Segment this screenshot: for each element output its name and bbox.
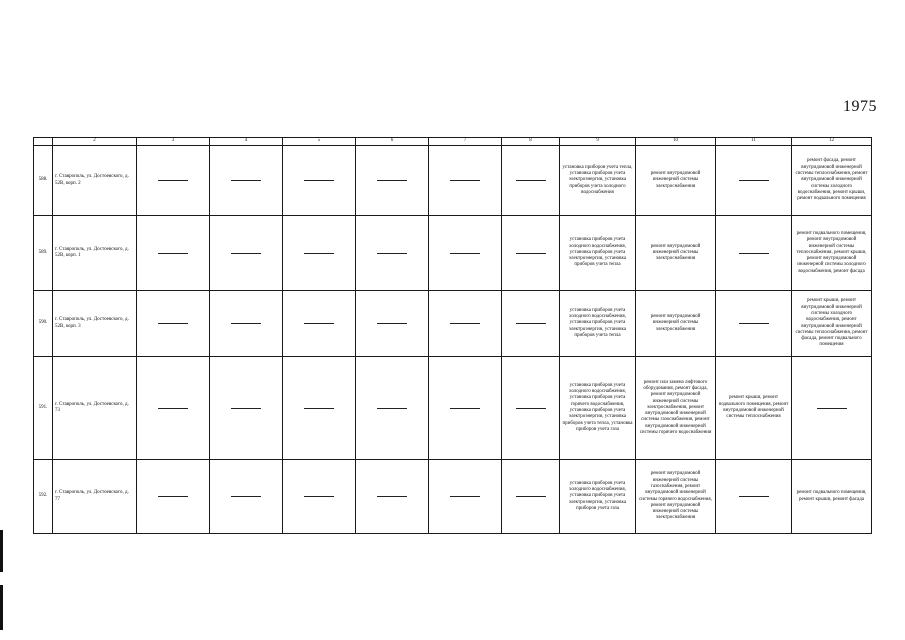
repair-works-cell: ремонт внутридомовой инженерной системы электроснабжения — [636, 216, 716, 291]
dash-mark — [516, 408, 546, 409]
dash-mark — [450, 323, 480, 324]
column-header: 12 — [792, 138, 872, 146]
row-number: 591. — [34, 357, 53, 460]
row-number: 589. — [34, 216, 53, 291]
empty-cell — [356, 357, 429, 460]
dash-mark — [377, 323, 407, 324]
meter-installation-cell: установка приборов учета холодного водоснабжения, установка приборов учета горячего водоснабжения, установка приборов учета электроэнергии, установка приборов учета тепла, установка приборов учета газа — [560, 357, 636, 460]
dash-mark — [231, 408, 261, 409]
dash-mark — [450, 180, 480, 181]
repair-works-cell: ремонт внутридомовой инженерной системы электроснабжения — [636, 146, 716, 216]
dash-mark — [739, 253, 769, 254]
empty-cell — [502, 291, 560, 357]
empty-cell — [356, 146, 429, 216]
column-header: 4 — [210, 138, 283, 146]
meter-installation-cell: установка приборов учета холодного водоснабжения, установка приборов учета электроэнергии, установка приборов учета тепла — [560, 291, 636, 357]
address-cell: г. Ставрополь, ул. Достоевского, д. 52В, корп. 2 — [53, 146, 137, 216]
dash-mark — [158, 180, 188, 181]
column-header: 2 — [53, 138, 137, 146]
empty-cell — [716, 460, 792, 534]
repair-register-table — [33, 137, 872, 534]
repair-works-cell: ремонт или замена лифтового оборудования, ремонт фасада, ремонт внутридомовой инженерной системы электроснабжения, ремонт внутридомовой инженерной системы газоснабжения, ремонт внутридомовой инженерной системы горячего водоснабжения — [636, 357, 716, 460]
empty-cell — [716, 146, 792, 216]
empty-cell — [137, 291, 210, 357]
empty-cell — [429, 460, 502, 534]
column-header: 5 — [283, 138, 356, 146]
column-header: 7 — [429, 138, 502, 146]
table-row — [34, 357, 872, 460]
dash-mark — [158, 408, 188, 409]
column-number-row — [34, 138, 872, 146]
dash-mark — [158, 323, 188, 324]
dash-mark — [817, 408, 847, 409]
table-row — [34, 216, 872, 291]
repair-works-cell: ремонт внутридомовой инженерной системы электроснабжения — [636, 291, 716, 357]
empty-cell — [429, 146, 502, 216]
page-number: 1975 — [843, 98, 877, 115]
column-header: 8 — [502, 138, 560, 146]
dash-mark — [304, 496, 334, 497]
column-header: 11 — [716, 138, 792, 146]
table-row — [34, 146, 872, 216]
dash-mark — [158, 253, 188, 254]
empty-cell — [429, 291, 502, 357]
empty-cell — [502, 216, 560, 291]
table-row — [34, 291, 872, 357]
empty-cell — [792, 357, 872, 460]
empty-cell — [502, 460, 560, 534]
dash-mark — [231, 180, 261, 181]
empty-cell — [283, 291, 356, 357]
empty-cell — [283, 216, 356, 291]
repair-works-cell: ремонт крыши, ремонт подвального помещения, ремонт внутридомовой инженерной системы теплоснабжения — [716, 357, 792, 460]
dash-mark — [516, 323, 546, 324]
empty-cell — [210, 146, 283, 216]
empty-cell — [283, 357, 356, 460]
dash-mark — [158, 496, 188, 497]
dash-mark — [739, 323, 769, 324]
dash-mark — [304, 253, 334, 254]
column-header: 3 — [137, 138, 210, 146]
repair-works-cell: ремонт крыши, ремонт внутридомовой инженерной системы холодного водоснабжения, ремонт внутридомовой инженерной системы теплоснабжения, ремонт фасада, ремонт подвального помещения — [792, 291, 872, 357]
repair-works-cell: ремонт подвального помещения, ремонт крыши, ремонт фасада — [792, 460, 872, 534]
dash-mark — [739, 180, 769, 181]
meter-installation-cell: установка приборов учета тепла, установка приборов учета электроэнергии, установка приборов учета холодного водоснабжения — [560, 146, 636, 216]
repair-works-cell: ремонт внутридомовой инженерной системы газоснабжения, ремонт внутридомовой инженерной системы горячего водоснабжения, ремонт внутридомовой инженерной системы электроснабжения — [636, 460, 716, 534]
empty-cell — [137, 146, 210, 216]
empty-cell — [429, 216, 502, 291]
dash-mark — [516, 180, 546, 181]
column-header: 9 — [560, 138, 636, 146]
column-header — [34, 138, 53, 146]
address-cell: г. Ставрополь, ул. Достоевского, д. 77 — [53, 460, 137, 534]
dash-mark — [377, 180, 407, 181]
address-cell: г. Ставрополь, ул. Достоевского, д. 52В, корп. 1 — [53, 216, 137, 291]
scan-edge-mark — [0, 585, 3, 630]
dash-mark — [450, 496, 480, 497]
empty-cell — [429, 357, 502, 460]
empty-cell — [137, 460, 210, 534]
column-header: 6 — [356, 138, 429, 146]
dash-mark — [304, 408, 334, 409]
dash-mark — [377, 253, 407, 254]
empty-cell — [356, 460, 429, 534]
scan-edge-mark — [0, 530, 3, 572]
dash-mark — [739, 496, 769, 497]
empty-cell — [716, 291, 792, 357]
repair-works-cell: ремонт подвального помещения, ремонт внутридомовой инженерной системы теплоснабжения, ремонт крыши, ремонт внутридомовой инженерной системы холодного водоснабжения, ремонт фасада — [792, 216, 872, 291]
row-number: 590. — [34, 291, 53, 357]
dash-mark — [231, 323, 261, 324]
dash-mark — [450, 253, 480, 254]
empty-cell — [716, 216, 792, 291]
table-row — [34, 460, 872, 534]
repair-works-cell: ремонт фасада, ремонт внутридомовой инженерной системы теплоснабжения, ремонт внутридомовой инженерной системы холодного водоснабжения, ремонт крыши, ремонт подвального помещения — [792, 146, 872, 216]
dash-mark — [231, 496, 261, 497]
dash-mark — [304, 323, 334, 324]
row-number: 592. — [34, 460, 53, 534]
empty-cell — [210, 357, 283, 460]
empty-cell — [283, 460, 356, 534]
dash-mark — [304, 180, 334, 181]
empty-cell — [502, 146, 560, 216]
empty-cell — [283, 146, 356, 216]
row-number: 588. — [34, 146, 53, 216]
dash-mark — [377, 408, 407, 409]
meter-installation-cell: установка приборов учета холодного водоснабжения, установка приборов учета электроэнергии, установка приборов учета газа — [560, 460, 636, 534]
empty-cell — [356, 291, 429, 357]
dash-mark — [450, 408, 480, 409]
meter-installation-cell: установка приборов учета холодного водоснабжения, установка приборов учета электроэнергии, установка приборов учета тепла — [560, 216, 636, 291]
empty-cell — [137, 216, 210, 291]
column-header: 10 — [636, 138, 716, 146]
dash-mark — [516, 253, 546, 254]
dash-mark — [516, 496, 546, 497]
empty-cell — [210, 216, 283, 291]
empty-cell — [210, 460, 283, 534]
dash-mark — [377, 496, 407, 497]
address-cell: г. Ставрополь, ул. Достоевского, д. 73 — [53, 357, 137, 460]
empty-cell — [210, 291, 283, 357]
empty-cell — [502, 357, 560, 460]
empty-cell — [137, 357, 210, 460]
dash-mark — [231, 253, 261, 254]
empty-cell — [356, 216, 429, 291]
address-cell: г. Ставрополь, ул. Достоевского, д. 52В, корп. 3 — [53, 291, 137, 357]
